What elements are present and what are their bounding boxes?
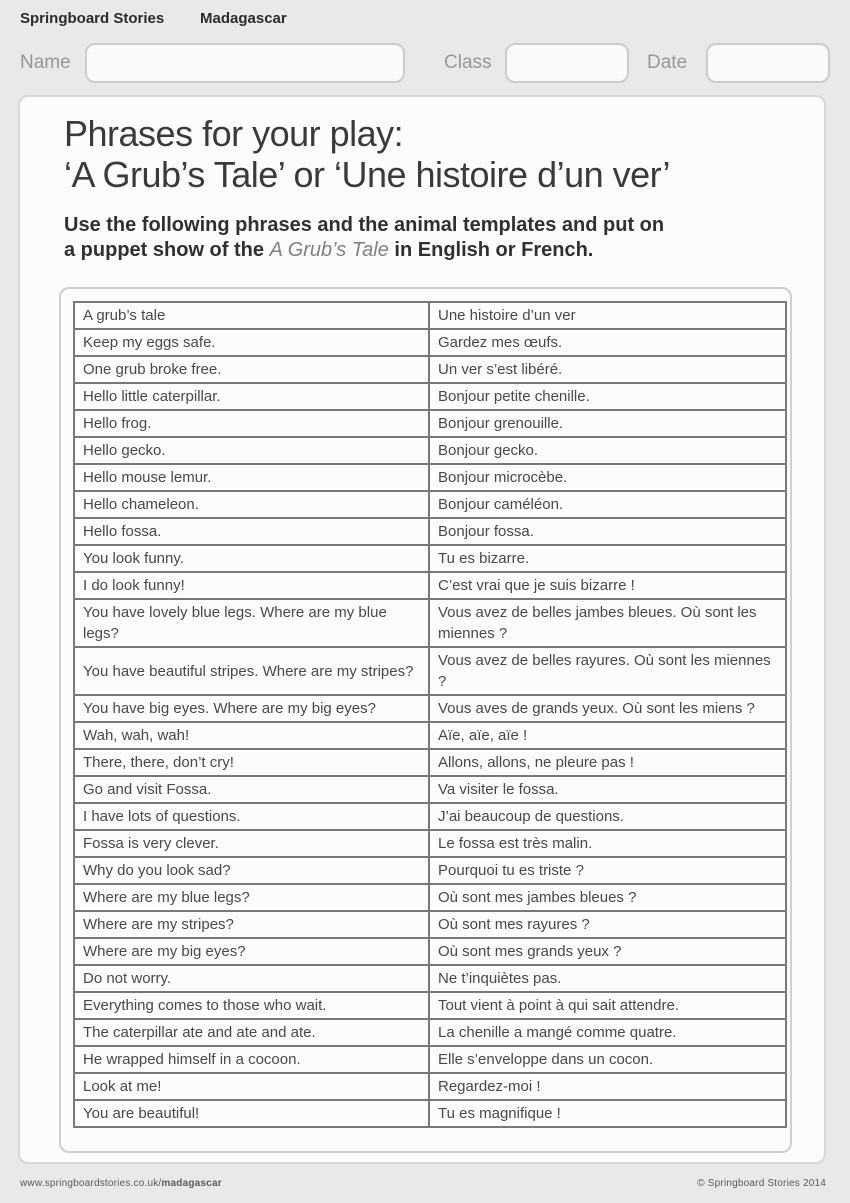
class-field[interactable] <box>505 43 629 83</box>
french-phrase-cell: Bonjour microcèbe. <box>429 464 786 491</box>
english-phrase-cell: Hello frog. <box>74 410 429 437</box>
french-phrase-cell: Aïe, aïe, aïe ! <box>429 722 786 749</box>
footer-copyright: © Springboard Stories 2014 <box>697 1178 826 1189</box>
french-phrase-cell: Ne t’inquiètes pas. <box>429 965 786 992</box>
english-phrase-cell: Hello chameleon. <box>74 491 429 518</box>
english-phrase-cell: You have big eyes. Where are my big eyes? <box>74 695 429 722</box>
table-row <box>74 1046 786 1073</box>
table-row <box>74 572 786 599</box>
french-phrase-cell: Vous avez de belles rayures. Où sont les miennes ? <box>429 647 786 695</box>
french-phrase-cell: J’ai beaucoup de questions. <box>429 803 786 830</box>
english-phrase-cell: You look funny. <box>74 545 429 572</box>
page-title <box>64 113 804 195</box>
french-phrase-cell: Regardez-moi ! <box>429 1073 786 1100</box>
french-phrase-cell: Tout vient à point à qui sait attendre. <box>429 992 786 1019</box>
french-phrase-cell: Tu es magnifique ! <box>429 1100 786 1127</box>
french-phrase-cell: Allons, allons, ne pleure pas ! <box>429 749 786 776</box>
worksheet-card <box>18 95 826 1164</box>
table-row <box>74 830 786 857</box>
table-row <box>74 1073 786 1100</box>
table-row <box>74 545 786 572</box>
table-row <box>74 518 786 545</box>
english-phrase-cell: There, there, don’t cry! <box>74 749 429 776</box>
table-row <box>74 302 786 329</box>
english-phrase-cell: You have lovely blue legs. Where are my blue legs? <box>74 599 429 647</box>
english-phrase-cell: Go and visit Fossa. <box>74 776 429 803</box>
footer-url-prefix: www.springboardstories.co.uk/ <box>20 1178 162 1189</box>
english-phrase-cell: Fossa is very clever. <box>74 830 429 857</box>
english-phrase-cell: I do look funny! <box>74 572 429 599</box>
date-field[interactable] <box>706 43 830 83</box>
brand-topic: Madagascar <box>200 10 287 27</box>
french-phrase-cell: C’est vrai que je suis bizarre ! <box>429 572 786 599</box>
table-row <box>74 356 786 383</box>
table-row <box>74 803 786 830</box>
french-phrase-cell: Bonjour gecko. <box>429 437 786 464</box>
story-title-italic: A Grub’s Tale <box>269 239 389 261</box>
english-phrase-cell: Where are my stripes? <box>74 911 429 938</box>
french-phrase-cell: Pourquoi tu es triste ? <box>429 857 786 884</box>
pupil-details-row <box>0 42 850 84</box>
english-phrase-cell: He wrapped himself in a cocoon. <box>74 1046 429 1073</box>
english-phrase-cell: Hello fossa. <box>74 518 429 545</box>
table-row <box>74 857 786 884</box>
french-phrase-cell: Où sont mes grands yeux ? <box>429 938 786 965</box>
page-title-line1: Phrases for your play: <box>64 113 404 154</box>
english-phrase-cell: Do not worry. <box>74 965 429 992</box>
french-phrase-cell: Vous avez de belles jambes bleues. Où sont les miennes ? <box>429 599 786 647</box>
name-label: Name <box>20 52 71 73</box>
english-phrase-cell: Where are my blue legs? <box>74 884 429 911</box>
french-phrase-cell: Une histoire d’un ver <box>429 302 786 329</box>
table-row <box>74 599 786 647</box>
french-phrase-cell: Elle s’enveloppe dans un cocon. <box>429 1046 786 1073</box>
instructions-line1: Use the following phrases and the animal templates and put on <box>64 214 665 236</box>
french-phrase-cell: Bonjour petite chenille. <box>429 383 786 410</box>
english-phrase-cell: Keep my eggs safe. <box>74 329 429 356</box>
french-phrase-cell: Où sont mes jambes bleues ? <box>429 884 786 911</box>
english-phrase-cell: Wah, wah, wah! <box>74 722 429 749</box>
french-phrase-cell: Le fossa est très malin. <box>429 830 786 857</box>
table-row <box>74 749 786 776</box>
english-phrase-cell: Everything comes to those who wait. <box>74 992 429 1019</box>
table-row <box>74 722 786 749</box>
french-phrase-cell: Où sont mes rayures ? <box>429 911 786 938</box>
english-phrase-cell: Where are my big eyes? <box>74 938 429 965</box>
class-label: Class <box>444 52 492 73</box>
french-phrase-cell: Va visiter le fossa. <box>429 776 786 803</box>
english-phrase-cell: Hello gecko. <box>74 437 429 464</box>
footer-url <box>20 1178 222 1189</box>
table-row <box>74 1100 786 1127</box>
table-row <box>74 884 786 911</box>
page-title-line2: ‘A Grub’s Tale’ or ‘Une histoire d’un ver’ <box>64 154 670 195</box>
brand-name: Springboard Stories <box>20 10 165 27</box>
table-row <box>74 965 786 992</box>
french-phrase-cell: Tu es bizarre. <box>429 545 786 572</box>
french-phrase-cell: La chenille a mangé comme quatre. <box>429 1019 786 1046</box>
english-phrase-cell: Look at me! <box>74 1073 429 1100</box>
phrase-table <box>73 301 787 1128</box>
table-row <box>74 647 786 695</box>
french-phrase-cell: Bonjour grenouille. <box>429 410 786 437</box>
phrase-table-panel <box>59 287 792 1153</box>
instructions-line2-pre: a puppet show of the <box>64 239 270 261</box>
phrase-table-body <box>74 302 786 1127</box>
english-phrase-cell: Why do you look sad? <box>74 857 429 884</box>
french-phrase-cell: Un ver s’est libéré. <box>429 356 786 383</box>
footer-url-topic: madagascar <box>161 1178 222 1189</box>
table-row <box>74 992 786 1019</box>
instructions-line2 <box>64 238 784 263</box>
table-row <box>74 329 786 356</box>
instructions <box>64 213 784 263</box>
english-phrase-cell: The caterpillar ate and ate and ate. <box>74 1019 429 1046</box>
table-row <box>74 491 786 518</box>
french-phrase-cell: Vous aves de grands yeux. Où sont les miens ? <box>429 695 786 722</box>
table-row <box>74 938 786 965</box>
table-row <box>74 437 786 464</box>
english-phrase-cell: Hello mouse lemur. <box>74 464 429 491</box>
table-row <box>74 383 786 410</box>
table-row <box>74 1019 786 1046</box>
table-row <box>74 776 786 803</box>
french-phrase-cell: Bonjour fossa. <box>429 518 786 545</box>
name-field[interactable] <box>85 43 405 83</box>
instructions-line2-post: in English or French. <box>388 239 594 261</box>
english-phrase-cell: Hello little caterpillar. <box>74 383 429 410</box>
french-phrase-cell: Bonjour caméléon. <box>429 491 786 518</box>
english-phrase-cell: You have beautiful stripes. Where are my stripes? <box>74 647 429 695</box>
french-phrase-cell: Gardez mes œufs. <box>429 329 786 356</box>
table-row <box>74 911 786 938</box>
brand-bar <box>20 10 287 30</box>
footer <box>0 1178 850 1194</box>
table-row <box>74 410 786 437</box>
english-phrase-cell: A grub’s tale <box>74 302 429 329</box>
table-row <box>74 695 786 722</box>
english-phrase-cell: You are beautiful! <box>74 1100 429 1127</box>
english-phrase-cell: I have lots of questions. <box>74 803 429 830</box>
table-row <box>74 464 786 491</box>
english-phrase-cell: One grub broke free. <box>74 356 429 383</box>
date-label: Date <box>647 52 688 73</box>
